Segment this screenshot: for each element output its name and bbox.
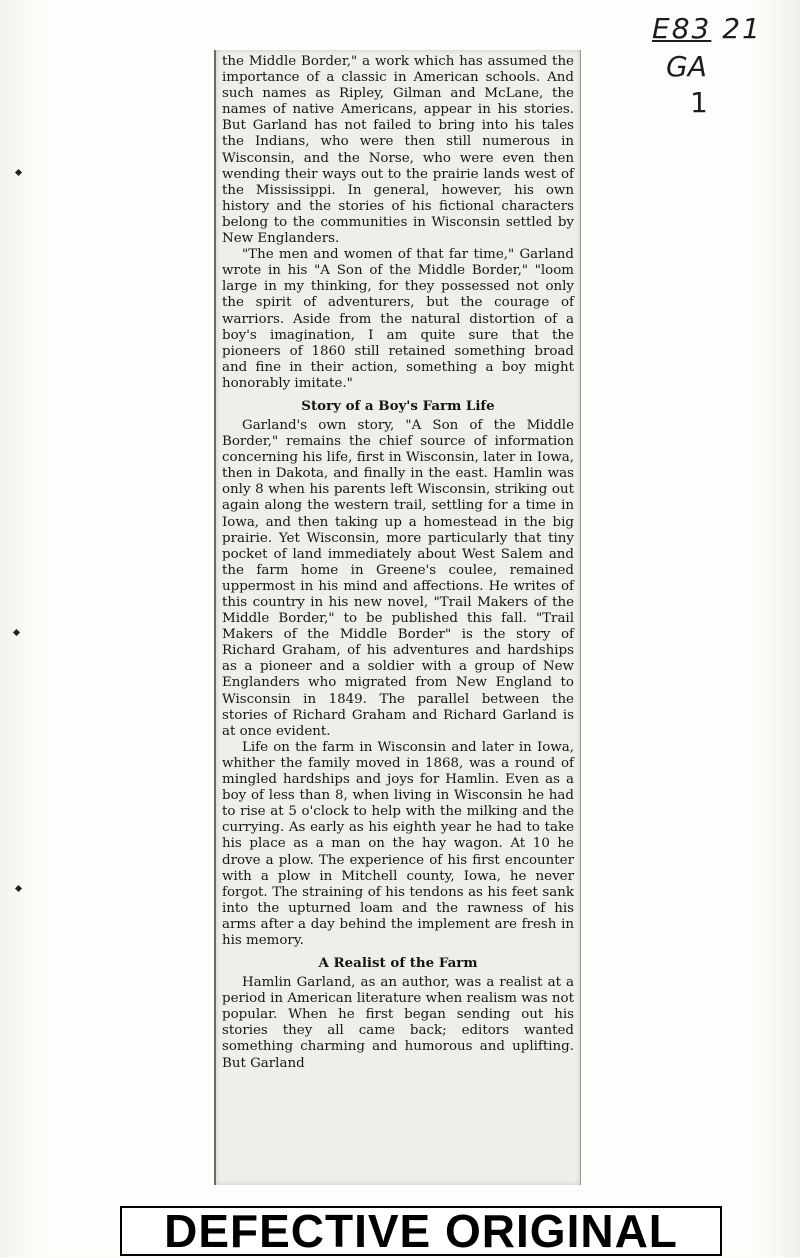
author-initials-annotation: GA <box>666 50 707 83</box>
catalog-code: E83 <box>652 12 712 45</box>
article-column <box>222 54 574 1072</box>
article-paragraph: the Middle Border," a work which has assumed the importance of a classic in American schools. And such names as Ripley, Gilman and McLane, the names of native Americans, appear in his stories. But Garland has not failed to bring into his tales the Indians, who were then still numerous in Wisconsin, and the Norse, who were even then wending their ways out to the prairie lands west of the Mississippi. In general, however, his own history and the stories of his fictional characters belong to the communities in Wisconsin settled by New Englanders. <box>222 54 574 247</box>
stamp-label: DEFECTIVE ORIGINAL <box>164 1205 678 1257</box>
section-heading: A Realist of the Farm <box>318 955 478 972</box>
article-paragraph: Garland's own story, "A Son of the Middle Border," remains the chief source of information concerning his life, first in Wisconsin, later in Iowa, then in Dakota, and finally in the east. Hamlin was only 8 when his parents left Wisconsin, striking out again along the western trail, settling for a time in Iowa, and then taking up a homestead in the big prairie. Yet Wisconsin, more particularly that tiny pocket of land immediately about West Salem and the farm home in Greene's coulee, remained uppermost in his mind and affections. He writes of this country in his new novel, "Trail Makers of the Middle Border," to be published this fall. "Trail Makers of the Middle Border" is the story of Richard Graham, of his adventures and hardships as a pioneer and a soldier with a group of New Englanders who migrated from New England to Wisconsin in 1849. The parallel between the stories of Richard Graham and Richard Garland is at once evident. <box>222 417 574 739</box>
defective-original-stamp <box>120 1206 722 1256</box>
volume-annotation: 1 <box>690 86 708 119</box>
newspaper-clipping <box>214 50 581 1185</box>
section-heading: Story of a Boy's Farm Life <box>301 397 495 414</box>
article-paragraph: Hamlin Garland, as an author, was a realist at a period in American literature when realism was not popular. When he first began sending out his stories they all came back; editors wanted something charming and humorous and uplifting. But Garland <box>222 975 574 1071</box>
article-paragraph: "The men and women of that far time," Garland wrote in his "A Son of the Middle Border," "loom large in my thinking, for they possessed not only the spirit of adventurers, but the courage of warriors. Aside from the natural distortion of a boy's imagination, I am quite sure that the pioneers of 1860 still retained something broad and fine in their action, something a boy might honorably imitate." <box>222 247 574 391</box>
article-paragraph: Life on the farm in Wisconsin and later in Iowa, whither the family moved in 1868, was a round of mingled hardships and joys for Hamlin. Even as a boy of less than 8, when living in Wisconsin he had to rise at 5 o'clock to help with the milking and the currying. As early as his eighth year he had to take his place as a man on the hay wagon. At 10 he drove a plow. The experience of his first encounter with a plow in Mitchell county, Iowa, he never forgot. The straining of his tendons as his feet sank into the upturned loam and the rawness of his arms after a day behind the implement are fresh in his memory. <box>222 739 574 948</box>
catalog-number: 21 <box>722 12 762 45</box>
catalog-code-annotation <box>652 12 762 45</box>
